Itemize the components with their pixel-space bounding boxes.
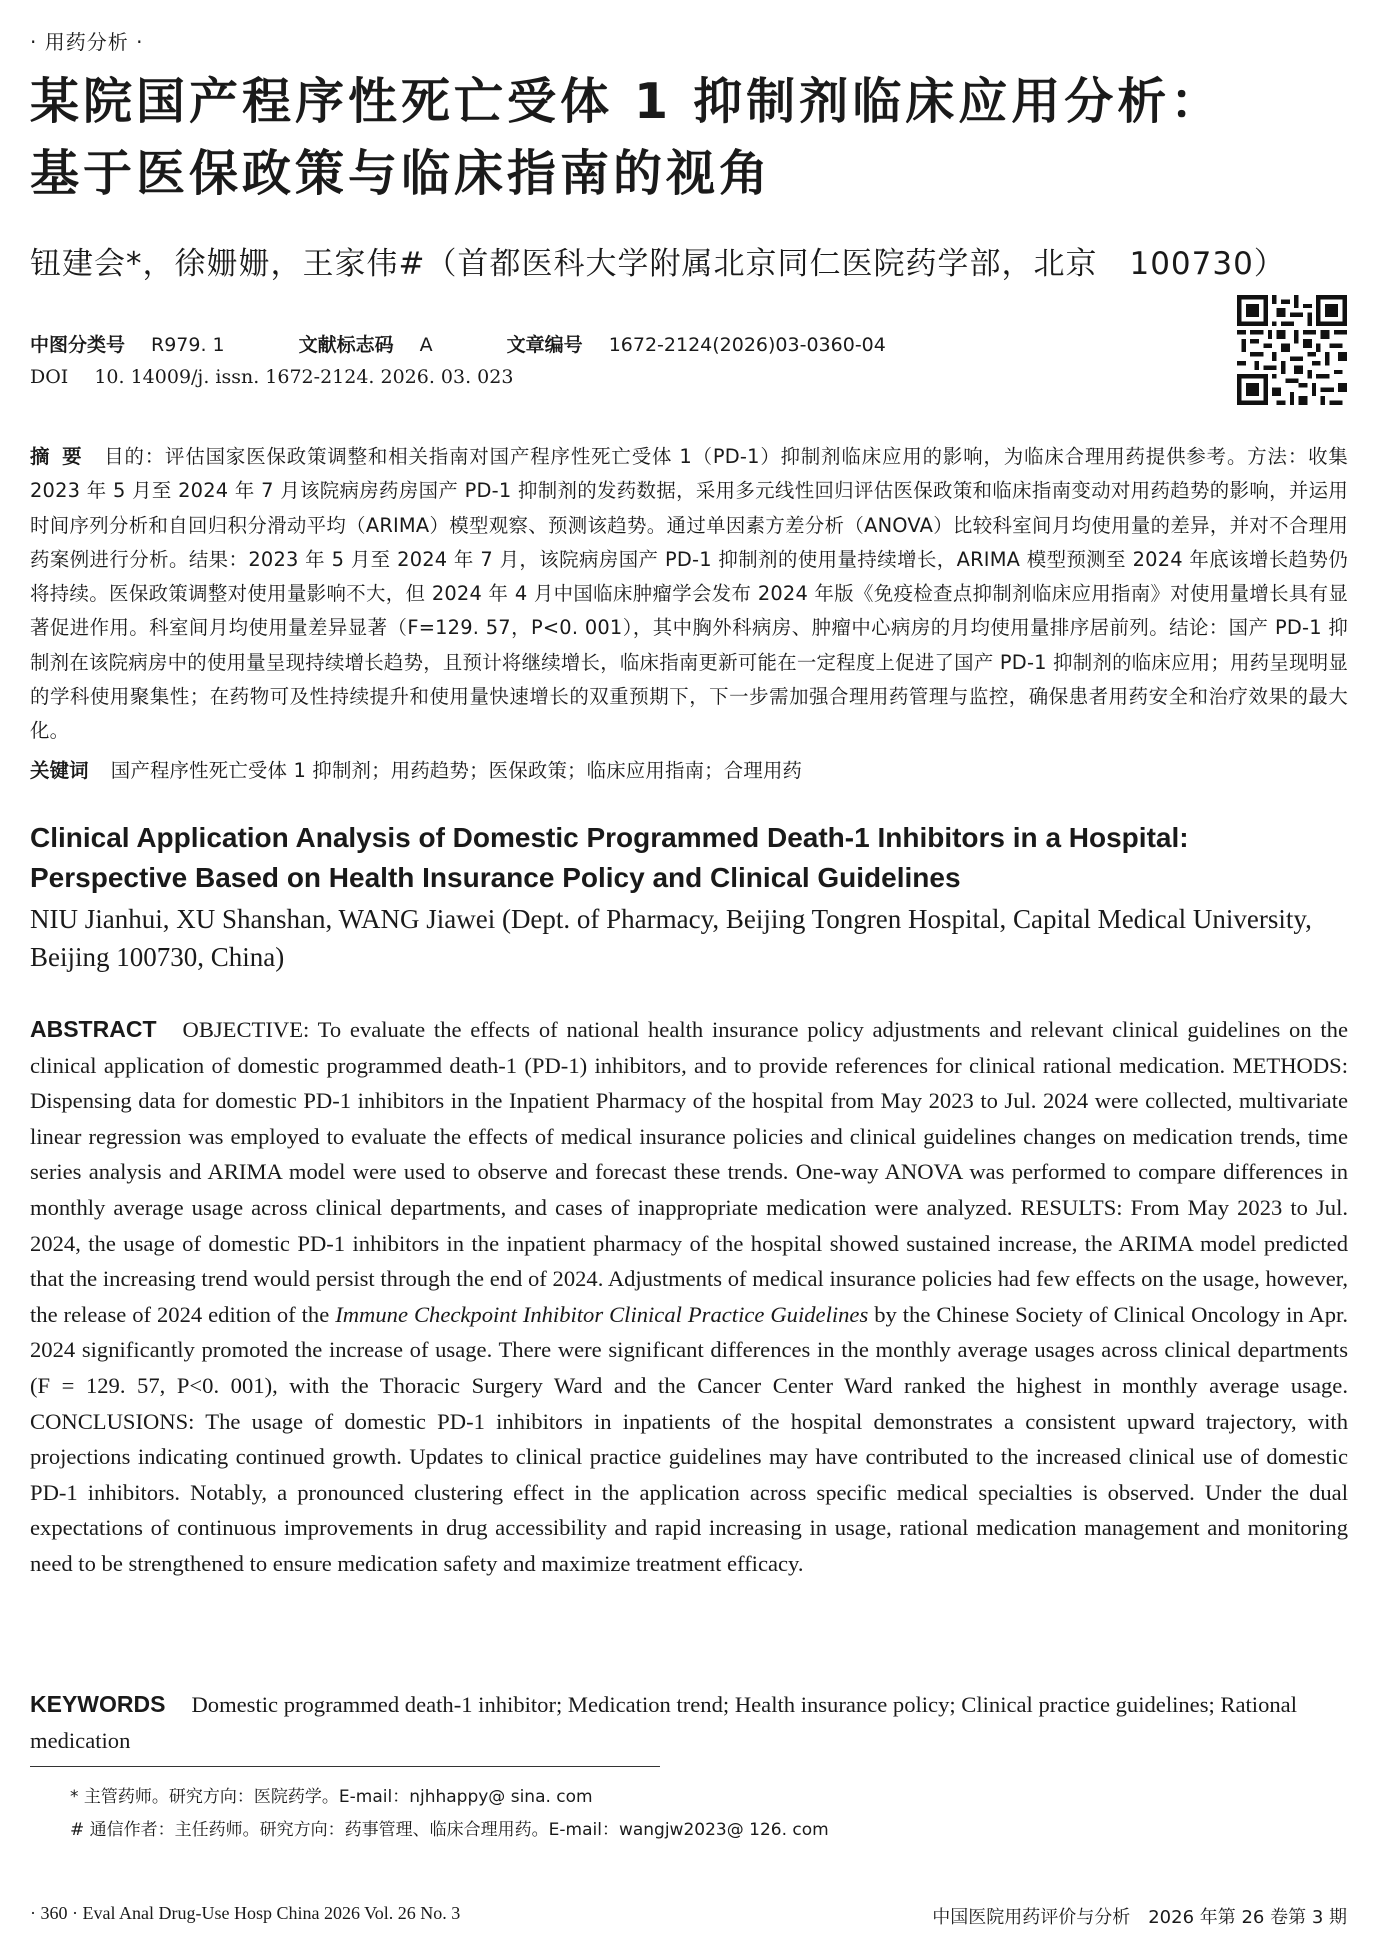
keywords-en-label: KEYWORDS <box>30 1691 166 1717</box>
doc-code-value: A <box>419 334 433 356</box>
title-cn <box>30 66 1350 210</box>
title-cn-line-2: 基于医保政策与临床指南的视角 <box>30 145 773 202</box>
clc-label: 中图分类号 <box>30 334 126 356</box>
abstract-cn <box>30 440 1348 749</box>
article-no-label: 文章编号 <box>506 334 583 356</box>
abstract-en-label: ABSTRACT <box>30 1016 157 1042</box>
footer-journal-en: · 360 · Eval Anal Drug-Use Hosp China 2026 Vol. 26 No. 3 <box>30 1903 461 1923</box>
article-no-value: 1672-2124(2026)03-0360-04 <box>608 334 886 356</box>
qr-code-icon <box>1237 295 1347 405</box>
title-en: Clinical Application Analysis of Domestic Programmed Death-1 Inhibitors in a Hospital: Perspective Based on Health Insurance Policy and Clinical Guidelines <box>30 822 1189 893</box>
keywords-cn <box>30 754 1348 788</box>
article-meta <box>30 330 886 357</box>
keywords-en-text: Domestic programmed death-1 inhibitor; Medication trend; Health insurance policy; Clinical practice guidelines; Rational medication <box>30 1692 1297 1753</box>
footer-journal-cn: 中国医院用药评价与分析 2026 年第 26 卷第 3 期 <box>932 1907 1347 1928</box>
doi-label: DOI <box>30 366 69 388</box>
keywords-en <box>30 1687 1348 1758</box>
doi-value: 10. 14009/j. issn. 1672-2124. 2026. 03. 023 <box>94 366 514 388</box>
authors-cn: 钮建会*，徐姗姗，王家伟#（首都医科大学附属北京同仁医院药学部，北京 100730） <box>30 246 1286 282</box>
abstract-en <box>30 1012 1348 1582</box>
guideline-title: Immune Checkpoint Inhibitor Clinical Practice Guidelines <box>335 1301 869 1327</box>
authors-en: NIU Jianhui, XU Shanshan, WANG Jiawei (Dept. of Pharmacy, Beijing Tongren Hospital, Capital Medical University, Beijing 100730, China) <box>30 904 1312 972</box>
footnote-corresponding-first: * 主管药师。研究方向：医院药学。E-mail：njhhappy@ sina. com <box>70 1787 593 1807</box>
footnote-corresponding-author: # 通信作者：主任药师。研究方向：药事管理、临床合理用药。E-mail：wangjw2023@ 126. com <box>70 1820 829 1840</box>
keywords-cn-label: 关键词 <box>30 759 89 782</box>
doi-line <box>30 366 513 388</box>
column-tag: · 用药分析 · <box>30 30 144 54</box>
keywords-cn-text: 国产程序性死亡受体 1 抑制剂；用药趋势；医保政策；临床应用指南；合理用药 <box>110 759 803 782</box>
abstract-cn-text: 目的：评估国家医保政策调整和相关指南对国产程序性死亡受体 1（PD-1）抑制剂临床应用的影响，为临床合理用药提供参考。方法：收集 2023 年 5 月至 2024 年 7 月该院病房药房国产 PD-1 抑制剂的发药数据，采用多元线性回归评估医保政策和临床指南变动对用药趋势的影响，并运用时间序列分析和自回归积分滑动平均（ARIMA）模型观察、预测该趋势。通过单因素方差分析（ANOVA）比较科室间月均使用量的差异，并对不合理用药案例进行分析。结果：2023 年 5 月至 2024 年 7 月，该院病房国产 PD-1 抑制剂的使用量持续增长，ARIMA 模型预测至 2024 年底该增长趋势仍将持续。医保政策调整对使用量影响不大，但 2024 年 4 月中国临床肿瘤学会发布 2024 年版《免疫检查点抑制剂临床应用指南》对使用量增长具有显著促进作用。科室间月均使用量差异显著（F=129. 57，P<0. 001），其中胸外科病房、肿瘤中心病房的月均使用量排序居前列。结论：国产 PD-1 抑制剂在该院病房中的使用量呈现持续增长趋势，且预计将继续增长，临床指南更新可能在一定程度上促进了国产 PD-1 抑制剂的临床应用；用药呈现明显的学科使用聚集性；在药物可及性持续提升和使用量快速增长的双重预期下，下一步需加强合理用药管理与监控，确保患者用药安全和治疗效果的最大化。 <box>30 445 1348 743</box>
doc-code-label: 文献标志码 <box>298 334 394 356</box>
abstract-en-text-1: OBJECTIVE: To evaluate the effects of national health insurance policy adjustments and relevant clinical guidelines on the clinical application of domestic programmed death-1 (PD-1) inhibitors, and to provide references for clinical rational medication. METHODS: Dispensing data for domestic PD-1 inhibitors in the Inpatient Pharmacy of the hospital from May 2023 to Jul. 2024 were collected, multivariate linear regression was employed to evaluate the effects of medical insurance policies and clinical guidelines changes on medication trends, time series analysis and ARIMA model were used to observe and forecast these trends. One-way ANOVA was performed to compare differences in monthly average usage across clinical departments, and cases of inappropriate medication were analyzed. RESULTS: From May 2023 to Jul. 2024, the usage of domestic PD-1 inhibitors in the inpatient pharmacy of the hospital showed sustained increase, the ARIMA model predicted that the increasing trend would persist through the end of 2024. Adjustments of medical insurance policies had few effects on the usage, however, the release of 2024 edition of the <box>30 1017 1348 1327</box>
title-cn-line-1: 某院国产程序性死亡受体 1 抑制剂临床应用分析： <box>30 73 1224 130</box>
abstract-en-text-2: by the Chinese Society of Clinical Oncology in Apr. 2024 significantly promoted the increase of usage. There were significant differences in the monthly average usages across clinical departments (F = 129. 57, P<0. 001), with the Thoracic Surgery Ward and the Cancer Center Ward ranked the highest in monthly average usage. CONCLUSIONS: The usage of domestic PD-1 inhibitors in inpatients of the hospital demonstrates a consistent upward trajectory, with projections indicating continued growth. Updates to clinical practice guidelines may have contributed to the increased clinical use of domestic PD-1 inhibitors. Notably, a pronounced clustering effect in the application across specific medical specialties is observed. Under the dual expectations of continuous improvements in drug accessibility and rapid increasing in usage, rational medication management and monitoring need to be strengthened to ensure medication safety and maximize treatment efficacy. <box>30 1301 1348 1576</box>
abstract-cn-label: 摘要 <box>30 445 95 468</box>
clc-value: R979. 1 <box>151 334 225 356</box>
footnote-divider <box>30 1766 660 1767</box>
